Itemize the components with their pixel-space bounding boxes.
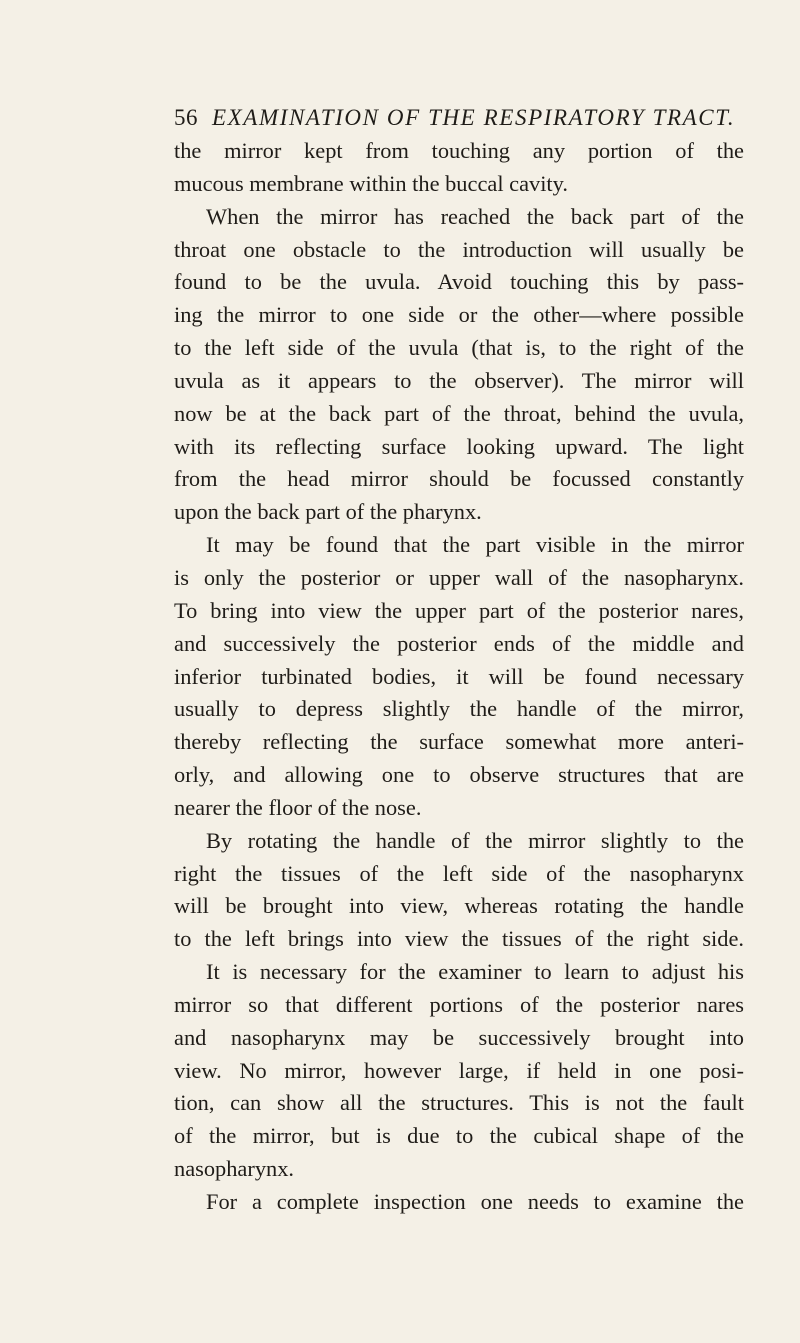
text-line: tion, can show all the structures. This is not the fault: [174, 1090, 744, 1116]
text-line: nearer the floor of the nose.: [174, 794, 422, 820]
text-line: and nasopharynx may be successively brought into: [174, 1024, 744, 1050]
text-line: and successively the posterior ends of the middle and: [174, 630, 744, 656]
text-line: orly, and allowing one to observe structures that are: [174, 762, 744, 788]
running-head: [174, 98, 744, 138]
text-line: of the mirror, but is due to the cubical shape of the: [174, 1123, 744, 1149]
text-line: is only the posterior or upper wall of the nasopharynx.: [174, 564, 744, 590]
text-line: When the mirror has reached the back part of the: [206, 203, 744, 229]
running-head-title: EXAMINATION OF THE RESPIRATORY TRACT.: [212, 105, 736, 130]
body-text: [174, 135, 744, 1219]
text-line: uvula as it appears to the observer). The mirror will: [174, 367, 744, 393]
text-line: from the head mirror should be focussed constantly: [174, 466, 744, 492]
text-line: now be at the back part of the throat, behind the uvula,: [174, 400, 744, 426]
text-line: upon the back part of the pharynx.: [174, 499, 482, 525]
text-line: to the left side of the uvula (that is, to the right of the: [174, 335, 744, 361]
text-line: It may be found that the part visible in the mirror: [206, 532, 744, 558]
text-line: view. No mirror, however large, if held in one posi-: [174, 1057, 744, 1083]
text-line: right the tissues of the left side of the nasopharynx: [174, 860, 744, 886]
text-line: For a complete inspection one needs to examine the: [206, 1189, 744, 1214]
text-line: the mirror kept from touching any portion of the: [174, 138, 744, 163]
text-line: usually to depress slightly the handle of the mirror,: [174, 696, 744, 722]
text-line: To bring into view the upper part of the posterior nares,: [174, 597, 744, 623]
text-line: By rotating the handle of the mirror slightly to the: [206, 827, 744, 853]
page-number: 56: [174, 105, 198, 130]
text-line: found to be the uvula. Avoid touching this by pass-: [174, 269, 744, 295]
text-line: mucous membrane within the buccal cavity.: [174, 170, 568, 196]
text-line: will be brought into view, whereas rotating the handle: [174, 893, 744, 919]
text-line: It is necessary for the examiner to learn to adjust his: [206, 959, 744, 985]
text-line: thereby reflecting the surface somewhat more anteri-: [174, 729, 744, 755]
text-line: nasopharynx.: [174, 1156, 295, 1182]
text-line: ing the mirror to one side or the other—where possible: [174, 302, 744, 328]
text-line: inferior turbinated bodies, it will be found necessary: [174, 663, 744, 689]
text-line: with its reflecting surface looking upward. The light: [174, 433, 744, 459]
text-line: mirror so that different portions of the posterior nares: [174, 991, 744, 1017]
text-line: throat one obstacle to the introduction will usually be: [174, 236, 744, 262]
text-line: to the left brings into view the tissues of the right side.: [174, 926, 744, 952]
